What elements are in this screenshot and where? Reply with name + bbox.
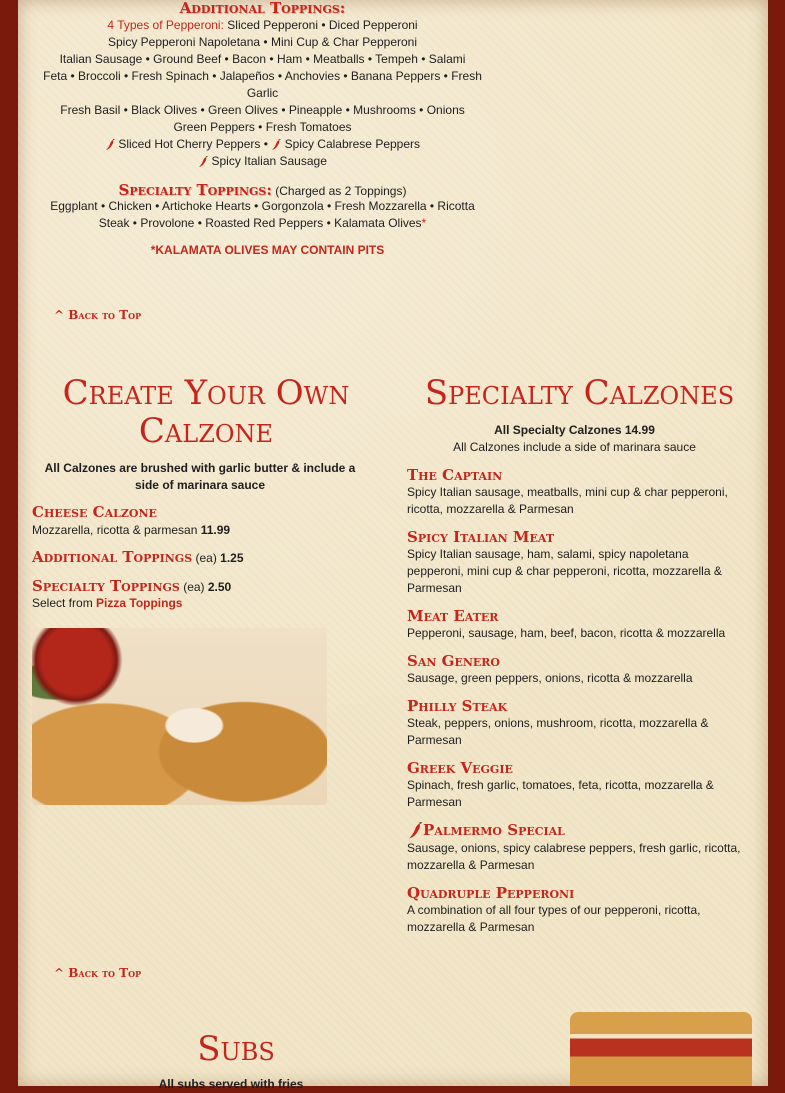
pepperoni-types-label: 4 Types of Pepperoni: xyxy=(107,18,224,32)
specialty-toppings-ea: (ea) xyxy=(179,580,208,594)
toppings-line-5a: Fresh Basil • Black Olives • Green Olives • Pineapple • Mushrooms • Onions xyxy=(60,103,465,117)
cheese-calzone-desc xyxy=(32,522,230,539)
calzone-name: Greek Veggie xyxy=(407,759,513,777)
asterisk-mark: * xyxy=(421,216,427,230)
specialty-toppings-title: Specialty Toppings: xyxy=(118,181,272,199)
calzone-name: Palmermo Special xyxy=(423,821,565,839)
specialty-toppings-line-2-text: Steak • Provolone • Roasted Red Peppers • Kalamata Olives xyxy=(98,216,422,230)
specialty-calzones-note: All Calzones include a side of marinara sauce xyxy=(453,440,696,454)
select-from-row xyxy=(32,595,182,612)
subs-title: Subs xyxy=(197,1029,275,1069)
calzone-name: Spicy Italian Meat xyxy=(407,528,555,546)
specialty-toppings-row xyxy=(32,577,231,596)
toppings-line-4a: Feta • Broccoli • Fresh Spinach • Jalapeños • Anchovies • Banana Peppers • Fresh xyxy=(43,69,482,83)
calzone-name: Quadruple Pepperoni xyxy=(407,884,575,902)
specialty-toppings-line-2 xyxy=(30,215,495,232)
create-calzone-intro: All Calzones are brushed with garlic butter & include a side of marinara sauce xyxy=(44,461,356,492)
sub-sandwich-photo xyxy=(570,1012,752,1086)
specialty-calzones-price: All Specialty Calzones 14.99 xyxy=(494,423,655,437)
specialty-toppings-note: (Charged as 2 Toppings) xyxy=(271,184,407,198)
back-to-top-link[interactable]: ^ Back to Top xyxy=(54,308,142,322)
spicy-italian-sausage: Spicy Italian Sausage xyxy=(211,154,327,168)
pepperoni-types-list: Sliced Pepperoni • Diced Pepperoni xyxy=(223,18,418,32)
specialty-calzone-list xyxy=(407,466,747,936)
create-calzone-title xyxy=(30,374,382,450)
additional-toppings-title: Additional Toppings: xyxy=(179,0,346,17)
specialty-toppings-line-1: Eggplant • Chicken • Artichoke Hearts • Gorgonzola • Fresh Mozzarella • Ricotta xyxy=(50,199,475,213)
calzone-desc: Sausage, onions, spicy calabrese peppers, fresh garlic, ricotta, mozzarella & Parmesan xyxy=(407,841,741,872)
toppings-line-4b: Garlic xyxy=(246,86,279,100)
calzone-name: The Captain xyxy=(407,466,503,484)
additional-toppings-ea: (ea) xyxy=(192,551,221,565)
calzone-desc: Sausage, green peppers, onions, ricotta & mozzarella xyxy=(407,671,693,685)
toppings-line-5b: Green Peppers • Fresh Tomatoes xyxy=(173,120,352,134)
hot-pepper-icon xyxy=(198,156,208,168)
calzone-name: Meat Eater xyxy=(407,607,499,625)
specialty-toppings-label: Specialty Toppings xyxy=(32,577,180,595)
cheese-calzone-title: Cheese Calzone xyxy=(32,503,157,521)
spicy-toppings-line xyxy=(30,136,495,153)
calzone-desc: A combination of all four types of our pepperoni, ricotta, mozzarella & Parmesan xyxy=(407,903,701,934)
calzone-desc: Spicy Italian sausage, meatballs, mini cup & char pepperoni, ricotta, mozzarella & Parmesan xyxy=(407,485,728,516)
pizza-toppings-link[interactable]: Pizza Toppings xyxy=(96,596,183,610)
back-to-top-link-2[interactable]: ^ Back to Top xyxy=(54,966,142,980)
calzone-desc: Spinach, fresh garlic, tomatoes, feta, ricotta, mozzarella & Parmesan xyxy=(407,778,714,809)
toppings-line-3: Italian Sausage • Ground Beef • Bacon • Ham • Meatballs • Tempeh • Salami xyxy=(59,52,466,66)
additional-toppings-price: 1.25 xyxy=(220,551,244,565)
calzone-desc: Steak, peppers, onions, mushroom, ricotta, mozzarella & Parmesan xyxy=(407,716,709,747)
calzone-desc: Pepperoni, sausage, ham, beef, bacon, ricotta & mozzarella xyxy=(407,626,726,640)
calzone-photo xyxy=(32,628,327,805)
pepperoni-line xyxy=(30,17,495,34)
specialty-toppings-price: 2.50 xyxy=(207,580,232,594)
create-calzone-title-line1: Create Your Own xyxy=(62,373,350,413)
create-calzone-title-line2: Calzone xyxy=(138,411,274,451)
olive-warning: *KALAMATA OLIVES MAY CONTAIN PITS xyxy=(150,243,385,257)
toppings-line-2: Spicy Pepperoni Napoletana • Mini Cup & Char Pepperoni xyxy=(107,35,418,49)
additional-toppings-label: Additional Toppings xyxy=(32,548,193,566)
cheese-calzone-ingredients: Mozzarella, ricotta & parmesan xyxy=(32,523,201,537)
calzone-desc: Spicy Italian sausage, ham, salami, spicy napoletana pepperoni, mini cup & char pepperoni, ricotta, mozzarella & Parmesan xyxy=(407,547,722,595)
cheese-calzone-price: 11.99 xyxy=(200,523,231,537)
hot-pepper-icon xyxy=(105,139,115,151)
hot-pepper-icon xyxy=(407,822,423,840)
subs-note: All subs served with fries xyxy=(158,1077,304,1091)
select-from-text: Select from xyxy=(32,596,97,610)
hot-pepper-icon xyxy=(271,139,281,151)
spicy-cherry-peppers: Sliced Hot Cherry Peppers • xyxy=(118,137,272,151)
specialty-calzones-title: Specialty Calzones xyxy=(424,373,735,413)
spicy-sausage-line xyxy=(30,153,495,170)
calzone-name-with-pepper xyxy=(407,821,747,840)
calzone-name: Philly Steak xyxy=(407,697,508,715)
additional-toppings-row xyxy=(32,548,244,567)
calzone-name: San Genero xyxy=(407,652,501,670)
spicy-calabrese-peppers: Spicy Calabrese Peppers xyxy=(284,137,421,151)
